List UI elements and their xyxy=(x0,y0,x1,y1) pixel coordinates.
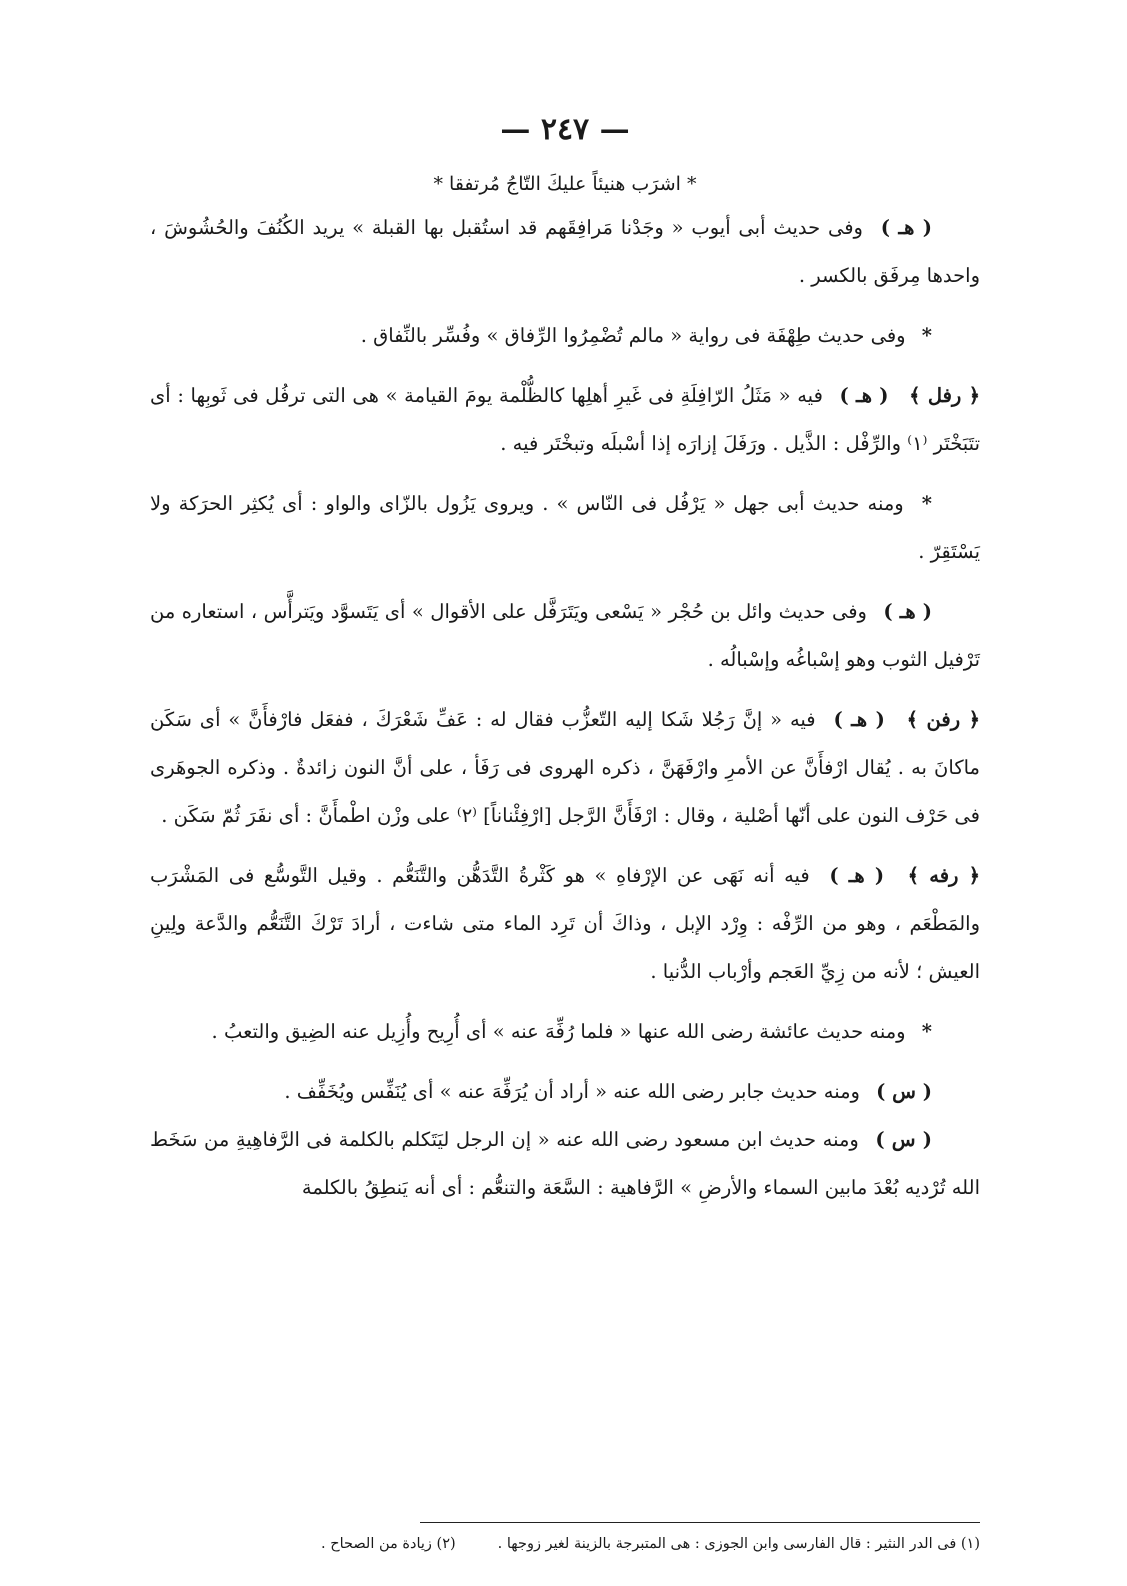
paragraph-text: فيه « مَثَلُ الرّافِلَةِ فى غَيرِ أهلِها كالظُّلْمة يومَ القيامة » هى التى ترفُل فى ثَوبِها : أى تتَبَخْتَر ⁽١⁾ والرِّفْل : الذَّيل . ورَفَلَ إزارَه إذا أسْبلَه وتبخْتَر فيه . xyxy=(150,384,980,455)
footnote-divider xyxy=(420,1522,980,1523)
paragraph-5 xyxy=(150,588,980,684)
footnote-2: (٢) زيادة من الصحاح . xyxy=(321,1536,456,1552)
paragraph-marker: ( هـ ) xyxy=(839,384,889,407)
paragraph-text: فيه « إنَّ رَجُلا شَكا إليه التّعزُّب فقال له : عَفِّ شَعْرَكَ ، ففعَل فارْفأَنَّ » أى سَكَن ماكانَ به . يُقال ارْفأَنَّ عن الأمرِ وارْفَهَنَّ ، ذكره الهروى فى رَفَأ ، على أنَّ النون زائدةٌ . وذكره الجوهَرى فى حَرْف النون على أنّها أصْلية ، وقال : ارْفَأَنَّ الرَّجل [ارْفِئْناناً] ⁽٢⁾ على وزْن اطْمأَنَّ : أى نفَرَ ثُمّ سَكَن . xyxy=(150,708,980,827)
paragraph-marker: * xyxy=(921,324,932,347)
footnote-1: (١) فى الدر النثير : قال الفارسى وابن الجوزى : هى المتبرجة بالزينة لغير زوجها . xyxy=(497,1536,980,1552)
paragraph-2 xyxy=(150,312,980,360)
paragraph-marker: ( هـ ) xyxy=(883,600,932,623)
paragraph-3 xyxy=(150,372,980,468)
paragraph-marker: * xyxy=(921,1020,932,1043)
entry-heading: ﴿ رفه ﴾ xyxy=(907,864,981,887)
paragraph-marker: ( س ) xyxy=(875,1128,932,1151)
entry-heading: ﴿ رفن ﴾ xyxy=(906,708,980,731)
paragraph-text: ومنه حديث أبى جهل « يَرْفُل فى النّاس » . ويروى يَزُول بالزّاى والواو : أى يُكثِر الحرَكة ولا يَسْتَقِرّ . xyxy=(150,492,980,563)
page-number: — ٢٤٧ — xyxy=(500,112,630,147)
paragraph-text: ومنه حديث جابر رضى الله عنه « أراد أن يُرَفِّهَ عنه » أى يُنَفِّس ويُخَفِّف . xyxy=(284,1080,860,1103)
paragraph-marker: ( هـ ) xyxy=(833,708,885,731)
paragraph-9 xyxy=(150,1068,980,1116)
paragraph-4 xyxy=(150,480,980,576)
paragraph-marker: ( س ) xyxy=(876,1080,932,1103)
paragraph-marker: ( هـ ) xyxy=(829,864,885,887)
paragraph-text: وفى حديث طِهْفَة فى رواية « مالم تُضْمِرُوا الرِّفاق » وفُسِّر بالنِّفاق . xyxy=(360,324,906,347)
paragraph-text: ومنه حديث ابن مسعود رضى الله عنه « إن الرجل ليَتَكلم بالكلمة فى الرَّفاهِيةِ من سَخَط الله تُرْديه بُعْدَ مابين السماء والأرضِ » الرَّفاهية : السَّعَة والتنعُّم : أى أنه يَنطِقُ بالكلمة xyxy=(150,1128,980,1199)
paragraph-8 xyxy=(150,1008,980,1056)
document-page xyxy=(150,110,980,1570)
paragraph-10 xyxy=(150,1116,980,1212)
paragraph-text: وفى حديث وائل بن حُجْر « يَسْعى ويَتَرَفَّل على الأقوال » أى يَتَسوَّد ويَترأَّس ، استعاره من تَرْفيل الثوب وهو إسْباغُه وإسْبالُه . xyxy=(150,600,980,671)
paragraph-text: ومنه حديث عائشة رضى الله عنها « فلما رُفِّهَ عنه » أى أُرِيح وأُزِيل عنه الضِيق والتعبُ . xyxy=(211,1020,906,1043)
entry-heading: ﴿ رفل ﴾ xyxy=(909,384,981,407)
paragraph-7 xyxy=(150,852,980,996)
paragraph-marker: ( هـ ) xyxy=(880,216,933,239)
paragraph-6 xyxy=(150,696,980,840)
paragraph-marker: * xyxy=(921,492,932,515)
paragraph-1 xyxy=(150,204,980,300)
paragraph-text: فيه أنه نَهَى عن الإرْفاهِ » هو كَثْرةُ التَّدَهُّن والتَّنَعُّم . وقيل التَّوسُّع فى المَشْرَب والمَطْعَم ، وهو من الرِّفْه : وِرْد الإبل ، وذاكَ أن تَرِد الماء متى شاءت ، أرادَ تَرْكَ التَّنَعُّم والدَّعة ولِينِ العيش ؛ لأنه من زِيِّ العَجم وأرْباب الدُّنيا . xyxy=(150,864,980,983)
paragraph-text: وفى حديث أبى أيوب « وجَدْنا مَرافِقَهم قد استُقبل بها القبلة » يريد الكُنُفَ والحُشُوشَ ، واحدها مِرفَق بالكسر . xyxy=(150,216,980,287)
verse-line: * اشرَب هنيئاً عليكَ التّاجُ مُرتفقا * xyxy=(433,173,697,195)
body-text xyxy=(150,204,980,1212)
footnotes xyxy=(150,1530,980,1558)
